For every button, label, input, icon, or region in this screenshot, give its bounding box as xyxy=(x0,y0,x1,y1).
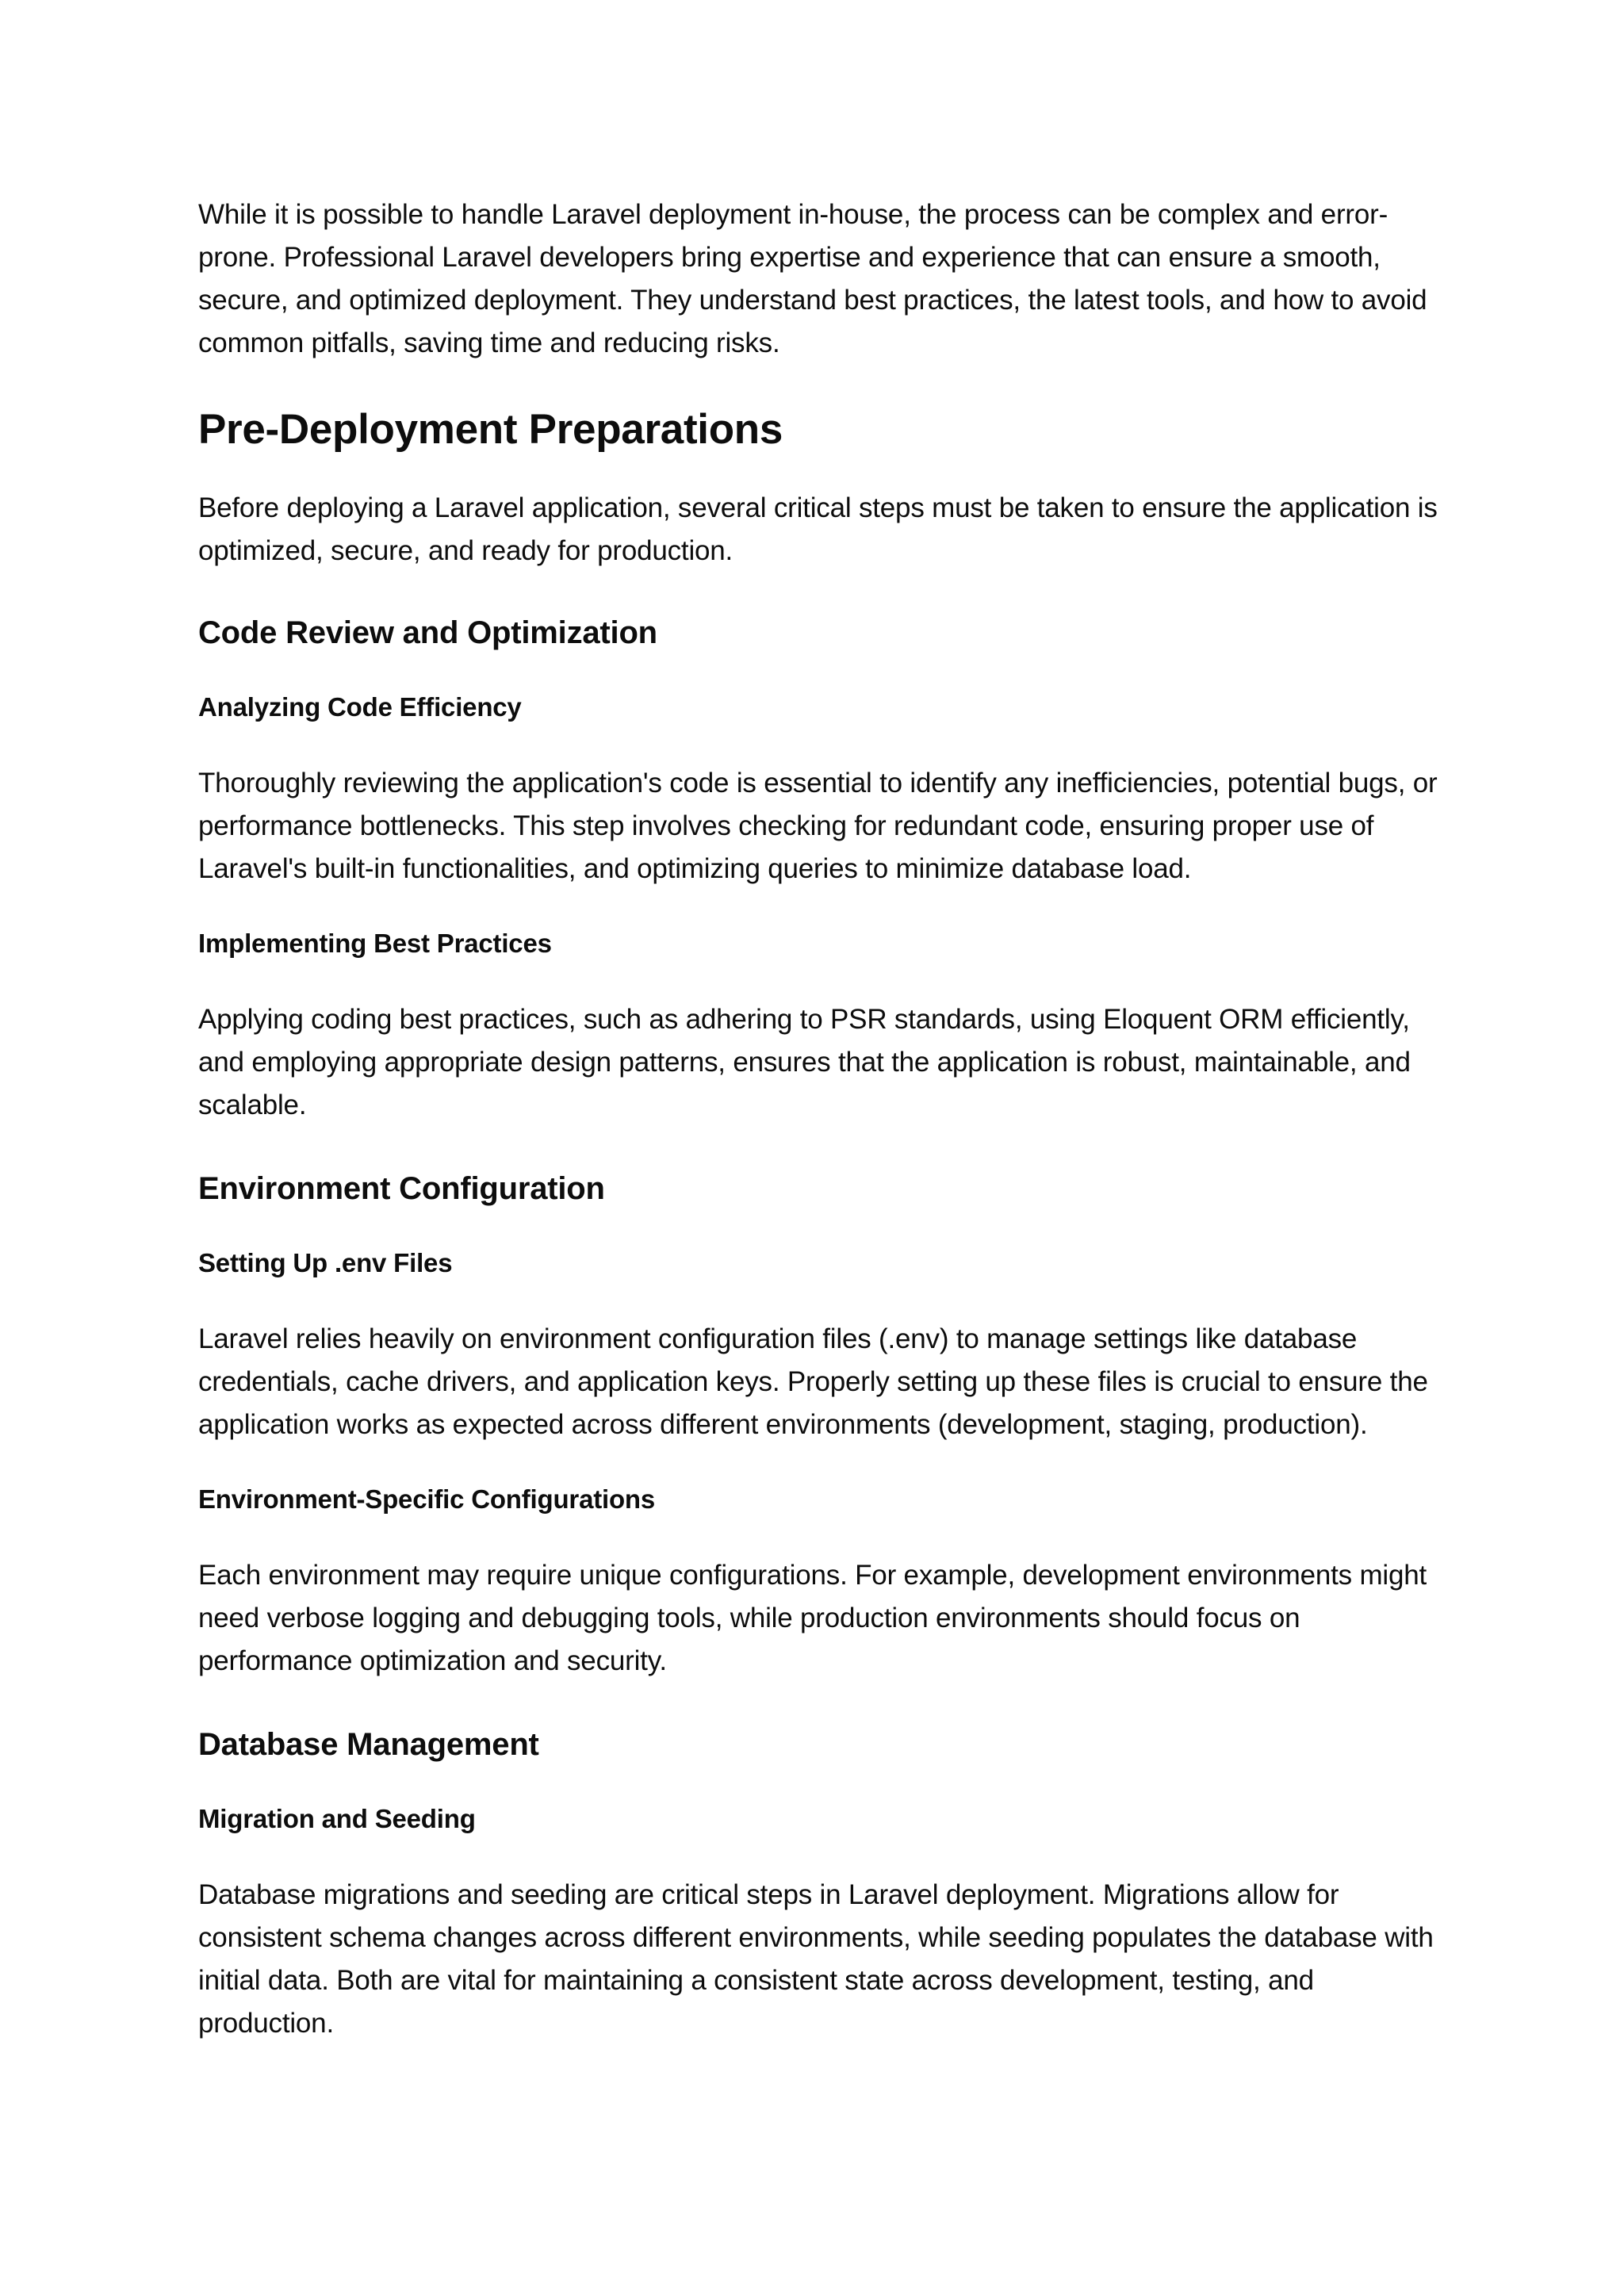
item-text-env-specific: Each environment may require unique configurations. For example, development environments might need verbose logging and debugging tools, while production environments should focus on performance optimization and security. xyxy=(198,1560,1427,1676)
item-text-best-practices: Applying coding best practices, such as adhering to PSR standards, using Eloquent ORM efficiently, and employing appropriate design patterns, ensures that the application is robust, maintainable, and scalable. xyxy=(198,1004,1411,1120)
item-text-env-files: Laravel relies heavily on environment configuration files (.env) to manage settings like database credentials, cache drivers, and application keys. Properly setting up these files is crucial to ensure the application works as expected across different environments (development, staging, production). xyxy=(198,1323,1428,1440)
item-heading-env-specific: Environment-Specific Configurations xyxy=(198,1484,656,1514)
section-intro-paragraph: Before deploying a Laravel application, several critical steps must be taken to ensure the application is optimized, secure, and ready for production. xyxy=(198,492,1438,566)
intro-paragraph: While it is possible to handle Laravel deployment in-house, the process can be complex and error-prone. Professional Laravel developers bring expertise and experience that can ensure a smooth, secure, and optimized deployment. They understand best practices, the latest tools, and how to avoid common pitfalls, saving time and reducing risks. xyxy=(198,199,1427,358)
item-text-migration-seeding: Database migrations and seeding are critical steps in Laravel deployment. Migrations allow for consistent schema changes across different environments, while seeding populates the database with initial data. Both are vital for maintaining a consistent state across development, testing, and production. xyxy=(198,1879,1434,2039)
item-heading-env-files: Setting Up .env Files xyxy=(198,1248,453,1277)
document-content xyxy=(198,193,1443,2045)
section-title: Pre-Deployment Preparations xyxy=(198,406,783,453)
item-heading-analyzing-code: Analyzing Code Efficiency xyxy=(198,692,522,722)
subsection-title-code-review: Code Review and Optimization xyxy=(198,615,657,650)
subsection-title-environment-config: Environment Configuration xyxy=(198,1171,605,1206)
subsection-title-database-management: Database Management xyxy=(198,1727,539,1762)
item-text-analyzing-code: Thoroughly reviewing the application's code is essential to identify any inefficiencies, potential bugs, or performance bottlenecks. This step involves checking for redundant code, ensuring proper use of Laravel's built-in functionalities, and optimizing queries to minimize database load. xyxy=(198,768,1438,884)
item-heading-best-practices: Implementing Best Practices xyxy=(198,929,552,958)
item-heading-migration-seeding: Migration and Seeding xyxy=(198,1804,476,1833)
